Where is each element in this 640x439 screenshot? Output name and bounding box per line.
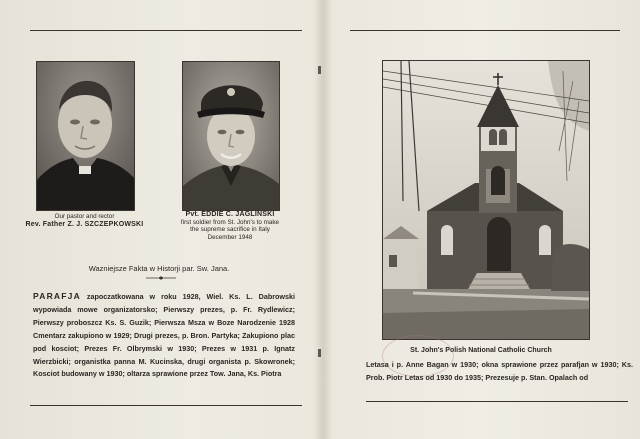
binding-staple-bottom: [318, 349, 321, 357]
history-heading: Wazniejsze Fakta w Historji par. Sw. Jana.: [88, 264, 230, 273]
soldier-caption-line4: December 1948: [207, 233, 253, 241]
soldier-caption: [166, 211, 294, 241]
pastor-caption-line2: Rev. Father Z. J. SZCZEPKOWSKI: [25, 220, 144, 228]
pastor-caption: [22, 213, 147, 228]
pastor-portrait: [36, 61, 135, 211]
top-rule-right: [350, 30, 620, 31]
church-caption: St. John's Polish National Catholic Church: [410, 347, 552, 354]
history-dropcap: PARAFJA: [33, 291, 81, 301]
soldier-caption-line3: the supreme sacrifice in Italy: [190, 226, 270, 234]
soldier-caption-line1: Pvt. EDDIE C. JAGLINSKI: [185, 211, 275, 218]
binding-staple-top: [318, 66, 321, 74]
ornament-divider: [146, 276, 176, 280]
bottom-rule-right: [366, 401, 628, 402]
right-body: Letasa i p. Anne Bagan w 1930; okna sprawione przez parafjan w 1930; Ks. Prob. Piotr Letas od 1930 do 1935; Prezesuje p. Stan. Opalach od: [366, 360, 633, 382]
right-page: [322, 0, 640, 439]
left-page: [0, 0, 318, 439]
history-body: [33, 290, 295, 381]
soldier-portrait: [182, 61, 280, 211]
soldier-caption-line2: first soldier from St. John's to make: [180, 218, 280, 226]
bottom-rule-left: [30, 405, 302, 406]
top-rule-left: [30, 30, 302, 31]
pastor-caption-line1: Our pastor and rector: [54, 213, 115, 220]
history-body-text: zapoczatkowana w roku 1928, Wiel. Ks. L. Dabrowski wypowiada mowe organizatorsko; Pierwszy prezes, p. Fr. Rydlewicz; Pierwszy proboszcz Ks. S. Guzik; Pierwsza Msza w Boze Narodzenie 1928 Cmentarz zakupiono w 1929; Drugi prezes, p. Bron. Partyka; Zakupiono plac pod kosciot; Prezes Fr. Olbrymski w 1930; Prezes w 1931 p. Ignatz Wierzbicki; organistka panna M. Kucinska, drugi organista p. Skowronek; Kosciot budowany w 1930; oltarza sprawione przez Tow. Jana, Ks. Piotra: [33, 292, 295, 379]
church-photo: [382, 60, 590, 340]
